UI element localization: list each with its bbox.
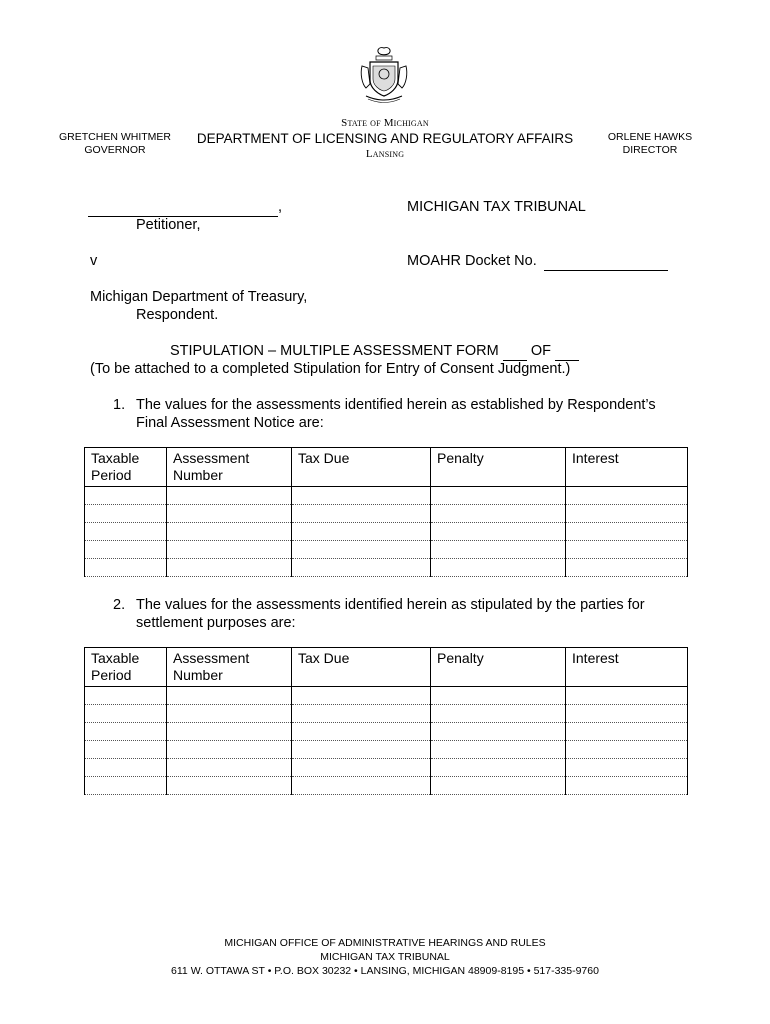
versus-label: v (90, 253, 98, 269)
table-row (85, 723, 688, 741)
footer-tribunal: MICHIGAN TAX TRIBUNAL (320, 951, 450, 963)
footer (0, 936, 770, 978)
department-header (170, 117, 600, 160)
state-name: State of Michigan (341, 117, 429, 129)
director-block (580, 131, 720, 157)
docket-number-field[interactable] (407, 252, 668, 271)
col-tax-due: Tax Due (292, 648, 431, 687)
respondent-label: Respondent. (136, 307, 219, 323)
col-taxable-period: Taxable Period (85, 448, 167, 487)
form-title-of: OF (530, 343, 551, 359)
table-row (85, 777, 688, 795)
footer-address: 611 W. OTTAWA ST • P.O. BOX 30232 • LANSING, MICHIGAN 48909-8195 • 517-335-9760 (171, 965, 599, 977)
governor-block (40, 131, 190, 157)
section-1-number: 1. (113, 397, 126, 413)
form-number-blank[interactable] (503, 342, 527, 361)
form-title-text: STIPULATION – MULTIPLE ASSESSMENT FORM (170, 343, 499, 359)
col-assessment-number: Assessment Number (167, 648, 292, 687)
department-name: DEPARTMENT OF LICENSING AND REGULATORY AFFAIRS (196, 131, 574, 146)
table-row (85, 687, 688, 705)
section-2-number: 2. (113, 597, 126, 613)
col-interest: Interest (566, 648, 688, 687)
col-penalty: Penalty (431, 648, 566, 687)
form-subtitle: (To be attached to a completed Stipulation for Entry of Consent Judgment.) (90, 361, 571, 377)
section-2-text-line-2: settlement purposes are: (136, 615, 296, 631)
city-name: Lansing (365, 148, 405, 160)
table-row (85, 559, 688, 577)
col-penalty: Penalty (431, 448, 566, 487)
table-row (85, 487, 688, 505)
form-total-blank[interactable] (555, 342, 579, 361)
col-assessment-number: Assessment Number (167, 448, 292, 487)
table-row (85, 741, 688, 759)
table-row (85, 705, 688, 723)
director-name: ORLENE HAWKS (607, 131, 693, 143)
michigan-state-seal-icon (356, 44, 412, 104)
table-header-row (85, 648, 688, 687)
section-1-text-line-2: Final Assessment Notice are: (136, 415, 324, 431)
footer-agency: MICHIGAN OFFICE OF ADMINISTRATIVE HEARINGS AND RULES (224, 937, 546, 949)
col-interest: Interest (566, 448, 688, 487)
assessment-table-2 (84, 647, 688, 795)
table-row (85, 541, 688, 559)
col-taxable-period: Taxable Period (85, 648, 167, 687)
col-tax-due: Tax Due (292, 448, 431, 487)
governor-name: GRETCHEN WHITMER (59, 131, 171, 143)
table-header-row (85, 448, 688, 487)
form-title (170, 342, 579, 361)
docket-label: MOAHR Docket No. (407, 253, 537, 269)
section-2-text-line-1: The values for the assessments identified herein as stipulated by the parties for (136, 597, 645, 613)
table-row (85, 523, 688, 541)
director-title: DIRECTOR (622, 144, 678, 156)
section-1-text-line-1: The values for the assessments identified herein as established by Respondent’s (136, 397, 656, 413)
governor-title: GOVERNOR (84, 144, 146, 156)
assessment-table-1 (84, 447, 688, 577)
table-row (85, 505, 688, 523)
respondent-name: Michigan Department of Treasury, (90, 289, 308, 305)
petitioner-name-blank[interactable]: , (88, 198, 282, 217)
tribunal-name: MICHIGAN TAX TRIBUNAL (407, 199, 586, 215)
petitioner-label: Petitioner, (136, 217, 201, 233)
table-row (85, 759, 688, 777)
